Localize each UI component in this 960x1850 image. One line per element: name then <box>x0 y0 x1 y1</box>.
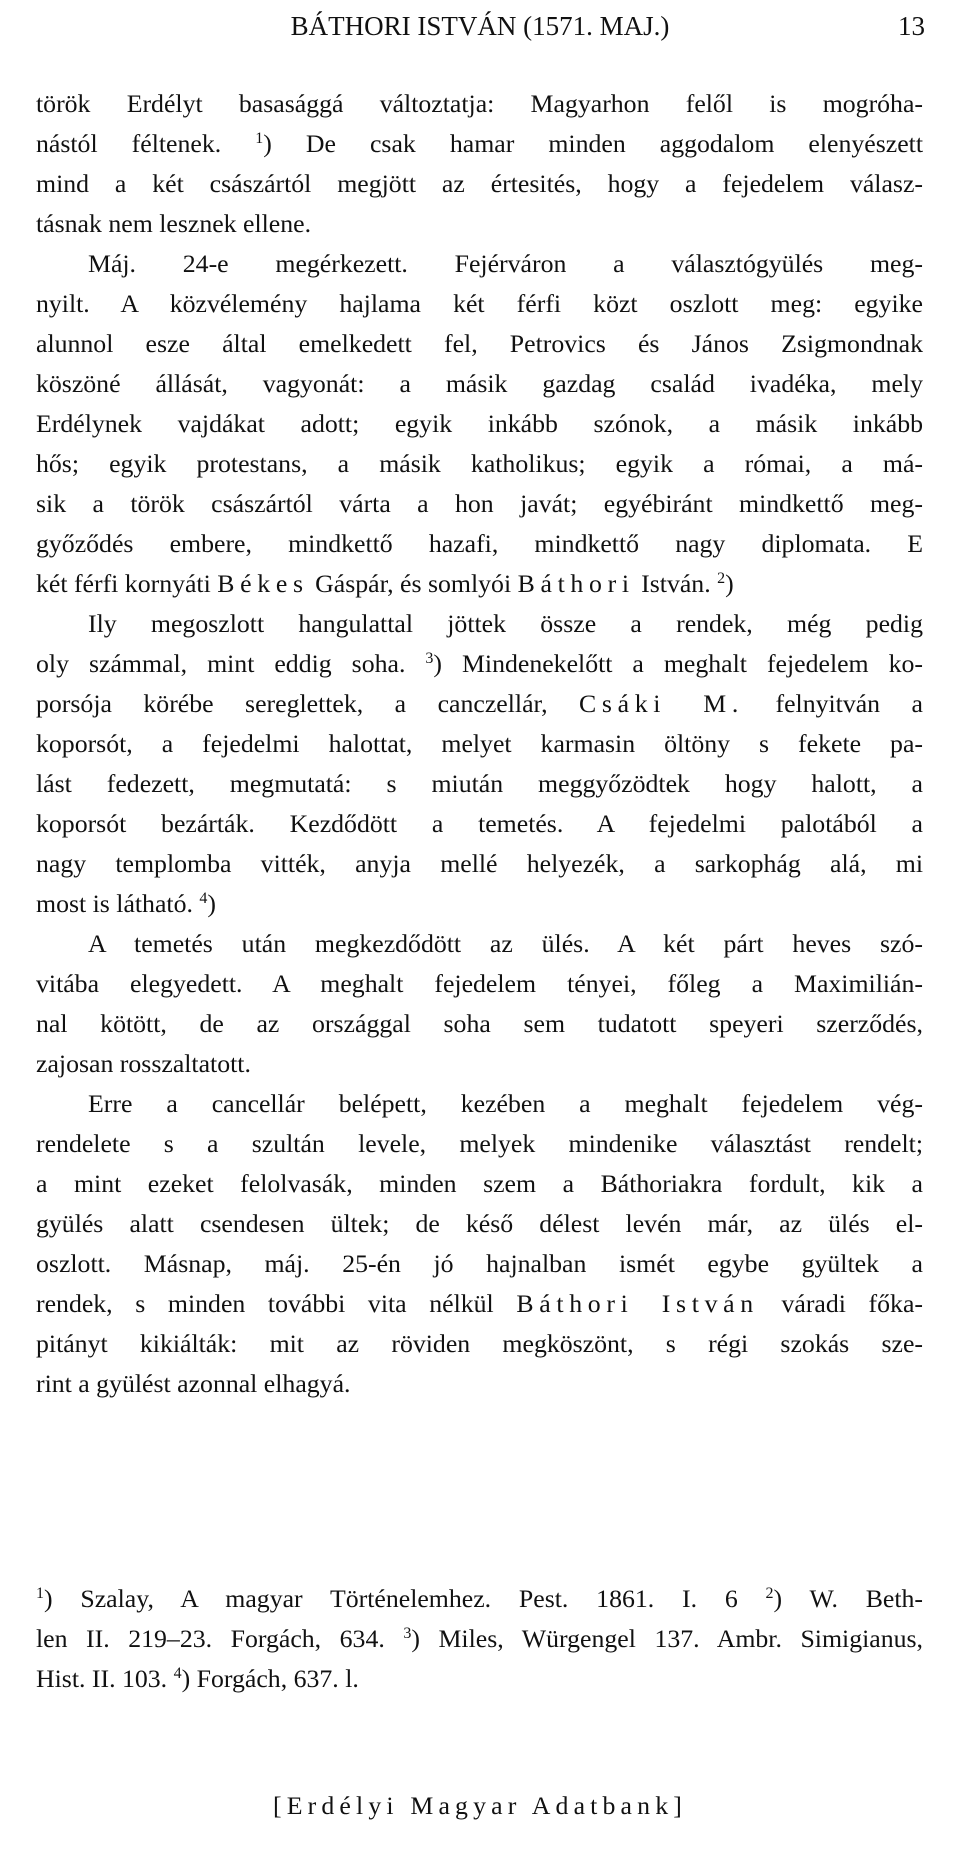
footnotes <box>36 1578 923 1698</box>
text-line: nagy templomba vitték, anyja mellé helyezék, a sarkophág alá, mi <box>36 849 923 878</box>
text-line: győződés embere, mindkettő hazafi, mindkettő nagy diplomata. E <box>36 529 923 558</box>
text-line: török Erdélyt basasággá változtatja: Magyarhon felől is mogróha- <box>36 89 923 118</box>
text-line: lást fedezett, megmutatá: s miután meggyőzödtek hogy halott, a <box>36 769 923 798</box>
spaced-name: Báthori <box>517 569 635 598</box>
text-line: hős; egyik protestans, a másik katholikus; egyik a római, a má- <box>36 449 923 478</box>
footnote-line: Hist. II. 103. $^4$) Forgách, 637. l. <box>36 1664 359 1693</box>
text-line: vitába elegyedett. A meghalt fejedelem tényei, főleg a Maximilián- <box>36 969 923 998</box>
text-line: rendelete s a szultán levele, melyek mindenike választást rendelt; <box>36 1129 923 1158</box>
footnote-line: len II. 219–23. Forgách, 634. $^3$) Miles, Würgengel 137. Ambr. Simigianus, <box>36 1624 923 1653</box>
text-line: koporsót bezárták. Kezdődött a temetés. A fejedelmi palotából a <box>36 809 923 838</box>
text-line: sik a török császártól várta a hon javát; egyébiránt mindkettő meg- <box>36 489 923 518</box>
text-line: porsója körébe sereglettek, a canczellár, Csáki M. felnyitván a <box>36 689 923 718</box>
text-line: oly számmal, mint eddig soha. $^3$) Mindenekelőtt a meghalt fejedelem ko- <box>36 649 924 678</box>
text-line: most is látható. $^4$) <box>36 889 216 918</box>
text-line: Erre a cancellár belépett, kezében a meghalt fejedelem vég- <box>88 1089 923 1118</box>
text-line: két férfi kornyáti Békes Gáspár, és somlyói Báthori István. $^2$) <box>36 569 734 598</box>
text-line: a mint ezeket felolvasák, minden szem a Báthoriakra fordult, kik a <box>36 1169 923 1198</box>
text-line: nal kötött, de az országgal soha sem tudatott speyeri szerződés, <box>36 1009 923 1038</box>
text-line: tásnak nem lesznek ellene. <box>36 209 312 238</box>
text-line: alunnol esze által emelkedett fel, Petrovics és János Zsigmondnak <box>36 329 923 358</box>
text-line: pitányt kikiálták: mit az röviden megköszönt, s régi szokás sze- <box>36 1329 923 1358</box>
text-line: A temetés után megkezdődött az ülés. A két párt heves szó- <box>88 929 923 958</box>
text-line: köszöné állását, vagyonát: a másik gazdag család ivadéka, mely <box>36 369 923 398</box>
text-line: rint a gyülést azonnal elhagyá. <box>36 1369 351 1398</box>
text-line: zajosan rosszaltatott. <box>36 1049 251 1078</box>
footnote-ref: 4 <box>199 890 208 908</box>
footnote-ref: 3 <box>425 650 434 668</box>
text-line: nástól féltenek. $^1$) De csak hamar minden aggodalom elenyészett <box>36 129 924 158</box>
spaced-name: Báthori István <box>516 1289 759 1318</box>
footnote-line: $^1$) Szalay, A magyar Történelemhez. Pest. 1861. I. 6 $^2$) W. Beth- <box>36 1584 924 1613</box>
footnote-ref: 2 <box>717 570 726 588</box>
source-credit: [Erdélyi Magyar Adatbank] <box>272 1791 688 1820</box>
page-number: 13 <box>898 11 925 41</box>
text-line: nyilt. A közvélemény hajlama két férfi közt oszlott meg: egyike <box>36 289 923 318</box>
footnote-ref: 1 <box>255 130 264 148</box>
text-line: mind a két császártól megjött az értesités, hogy a fejedelem válasz- <box>36 169 923 198</box>
text-line: rendek, s minden további vita nélkül Báthori István váradi főka- <box>36 1289 923 1318</box>
running-title: BÁTHORI ISTVÁN (1571. MAJ.) <box>290 11 670 41</box>
running-header <box>0 4 960 48</box>
text-line: Erdélynek vajdákat adott; egyik inkább szónok, a másik inkább <box>36 409 923 438</box>
body-text <box>36 84 923 1404</box>
text-line: gyülés alatt csendesen ültek; de késő délest levén már, az ülés el- <box>36 1209 923 1238</box>
text-line: koporsót, a fejedelmi halottat, melyet karmasin öltöny s fekete pa- <box>36 729 923 758</box>
spaced-name: Csáki M. <box>579 689 745 718</box>
spaced-name: Békes <box>217 569 309 598</box>
text-line: oszlott. Másnap, máj. 25-én jó hajnalban ismét egybe gyültek a <box>36 1249 923 1278</box>
text-line: Máj. 24-e megérkezett. Fejérváron a választógyülés meg- <box>88 249 923 278</box>
text-line: Ily megoszlott hangulattal jöttek össze a rendek, még pedig <box>88 609 923 638</box>
